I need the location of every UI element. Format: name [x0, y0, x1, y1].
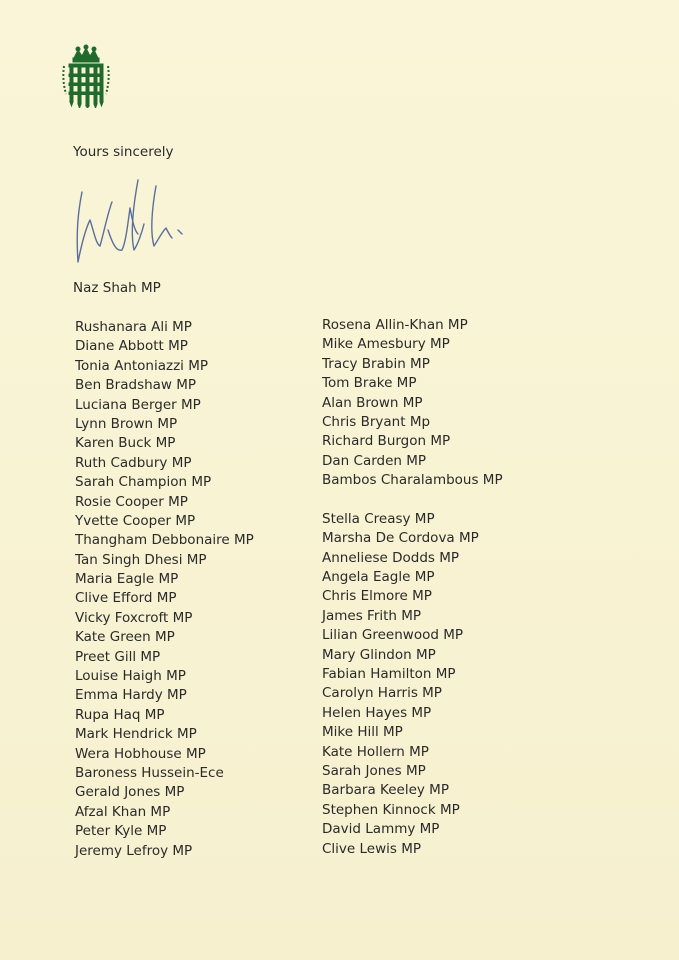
signatory-name: Baroness Hussein-Ece [75, 764, 224, 781]
signatories-right-column [322, 316, 503, 859]
handwritten-signature [68, 172, 198, 268]
signatory-name: Rosena Allin-Khan MP [322, 317, 468, 333]
signatory-name: Kate Green MP [75, 629, 175, 646]
signatory-name: Mark Hendrick MP [75, 726, 197, 743]
signatory-name: Tracy Brabin MP [322, 355, 430, 372]
signatory-name: Mike Amesbury MP [322, 336, 450, 353]
signatory-name: Bambos Charalambous MP [322, 472, 503, 489]
signatory-name: Rupa Haq MP [75, 706, 165, 723]
signatory-name: Vicky Foxcroft MP [75, 609, 193, 626]
signatory-name: Clive Lewis MP [322, 840, 422, 857]
signatory-name: Preet Gill MP [75, 648, 161, 665]
signatory-name: Sarah Jones MP [322, 762, 426, 779]
signatory-name: Sarah Champion MP [75, 474, 212, 491]
signatory-name: Gerald Jones MP [75, 784, 185, 801]
signatory-name: Kate Hollern MP [322, 743, 429, 760]
signatory-name: Diane Abbott MP [75, 338, 188, 355]
closing-salutation: Yours sincerely [73, 144, 174, 160]
signatory-name: Marsha De Cordova MP [322, 530, 479, 547]
signatory-name: Tan Singh Dhesi MP [75, 551, 207, 568]
signatory-name: Lilian Greenwood MP [322, 627, 463, 644]
signatory-name: James Frith MP [322, 607, 422, 624]
signatory-name: Ruth Cadbury MP [75, 454, 192, 471]
signatory-name: Fabian Hamilton MP [322, 666, 456, 683]
signatory-name: Ben Bradshaw MP [75, 377, 197, 394]
signatory-name: Peter Kyle MP [75, 823, 167, 840]
signatory-name: Rushanara Ali MP [75, 319, 192, 335]
signatory-name: Jeremy Lefroy MP [75, 842, 193, 859]
signatory-name: Barbara Keeley MP [322, 782, 449, 799]
signatory-name: Anneliese Dodds MP [322, 549, 459, 566]
signatory-name: Tonia Antoniazzi MP [75, 357, 209, 374]
signatory-gap [322, 491, 503, 510]
signatory-name: Mike Hill MP [322, 724, 403, 741]
signatory-name: Richard Burgon MP [322, 433, 451, 450]
signatory-name: Mary Glindon MP [322, 646, 436, 663]
signatory-name: Louise Haigh MP [75, 668, 186, 685]
signatory-name: Rosie Cooper MP [75, 493, 188, 510]
signatory-name: Luciana Berger MP [75, 396, 201, 413]
signatory-name: Carolyn Harris MP [322, 685, 442, 702]
signatory-name: Chris Elmore MP [322, 588, 432, 605]
signatory-name: Tom Brake MP [322, 375, 417, 392]
signatory-name: Maria Eagle MP [75, 571, 179, 588]
signatory-name: Karen Buck MP [75, 435, 176, 452]
signatory-name: David Lammy MP [322, 821, 440, 838]
signatory-name: Helen Hayes MP [322, 704, 432, 721]
signatory-name: Angela Eagle MP [322, 569, 435, 586]
signatory-name: Clive Efford MP [75, 590, 177, 607]
signatory-name: Wera Hobhouse MP [75, 745, 206, 762]
signatories-left-column [75, 318, 254, 861]
signatory-name: Alan Brown MP [322, 394, 423, 411]
portcullis-crest-icon [60, 44, 112, 108]
signatory-name: Dan Carden MP [322, 452, 427, 469]
signer-name: Naz Shah MP [73, 280, 161, 296]
signatory-name: Thangham Debbonaire MP [75, 532, 254, 549]
signatory-name: Afzal Khan MP [75, 803, 171, 820]
signatory-name: Stephen Kinnock MP [322, 801, 460, 818]
signatory-name: Yvette Cooper MP [75, 512, 196, 529]
signatory-name: Chris Bryant Mp [322, 413, 431, 430]
signatory-name: Stella Creasy MP [322, 510, 435, 527]
signatory-name: Lynn Brown MP [75, 415, 178, 432]
signatory-name: Emma Hardy MP [75, 687, 187, 704]
